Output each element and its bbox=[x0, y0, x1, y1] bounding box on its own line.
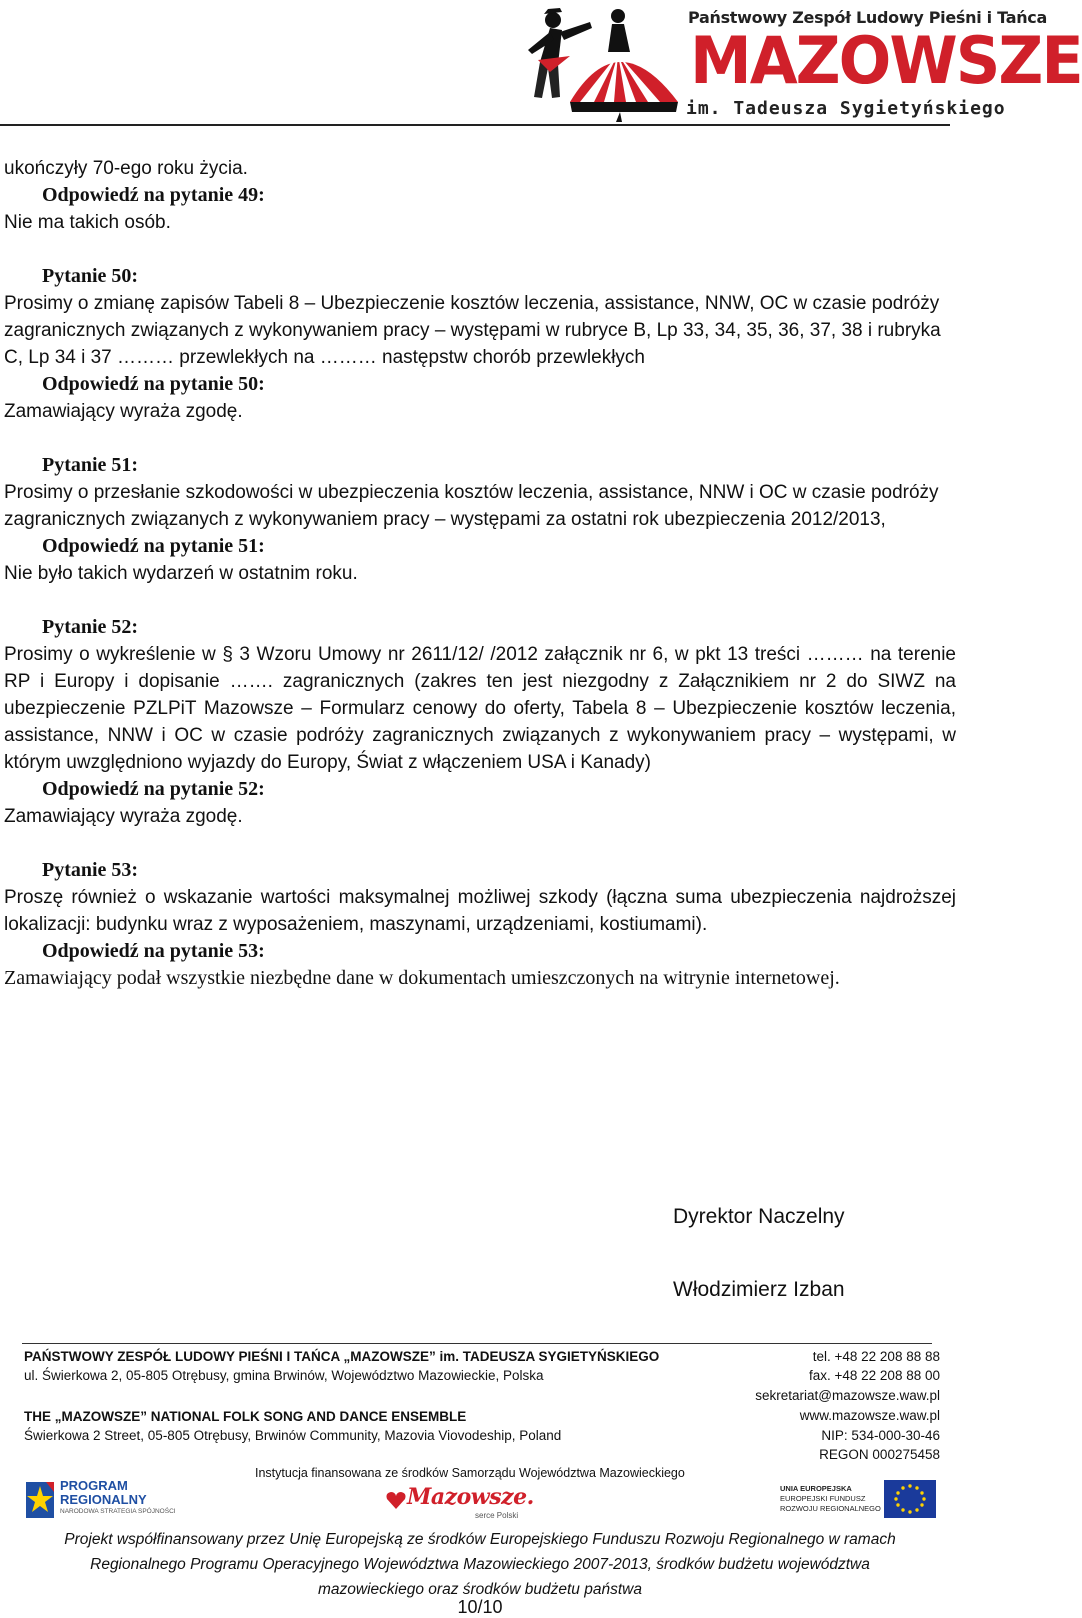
answer-49-title: Odpowiedź na pytanie 49: bbox=[42, 184, 265, 206]
eu-line-3: ROZWOJU REGIONALNEGO bbox=[780, 1504, 881, 1513]
question-50-title: Pytanie 50: bbox=[42, 265, 139, 287]
question-51-text: Prosimy o przesłanie szkodowości w ubezpieczenia kosztów leczenia, assistance, NNW i OC w czasie podróży zagranicznych związanych z wykonywaniem pracy – występami za ostatni rok ubezpieczenia 2012/2013, bbox=[4, 482, 939, 530]
logo-sub-text: im. Tadeusza Sygietyńskiego bbox=[686, 98, 1006, 119]
document-body bbox=[4, 155, 956, 992]
footer-pl-name: PAŃSTWOWY ZESPÓŁ LUDOWY PIEŚNI I TAŃCA „MAZOWSZE” im. TADEUSZA SYGIETYŃSKIEGO bbox=[24, 1349, 660, 1364]
eu-flag-icon bbox=[884, 1480, 936, 1518]
mazowsze-logo bbox=[510, 2, 1082, 124]
body-line: ukończyły 70-ego roku życia. bbox=[4, 158, 248, 179]
signature-role: Dyrektor Naczelny bbox=[673, 1205, 845, 1228]
answer-52-title: Odpowiedź na pytanie 52: bbox=[42, 778, 265, 800]
footer-divider bbox=[22, 1343, 932, 1344]
question-52-title: Pytanie 52: bbox=[42, 616, 139, 638]
mazowsze-serce-polski-logo bbox=[385, 1484, 535, 1524]
answer-50-title: Odpowiedź na pytanie 50: bbox=[42, 373, 265, 395]
cofinance-line-3: mazowieckiego oraz środków budżetu państwa bbox=[318, 1581, 642, 1598]
eu-line-1: UNIA EUROPEJSKA bbox=[780, 1484, 852, 1493]
question-53-text: Proszę również o wskazanie wartości maksymalnej możliwej szkody (łączna suma ubezpieczenia najdroższej lokalizacji: budynku wraz z wyposażeniem, maszynami, urządzeniami, kostiumami). bbox=[4, 887, 956, 935]
mazowsze-tagline: serce Polski bbox=[475, 1511, 519, 1520]
answer-51-title: Odpowiedź na pytanie 51: bbox=[42, 535, 265, 557]
cofinance-line-1: Projekt współfinansowany przez Unię Europejską ze środków Europejskiego Funduszu Rozwoju Regionalnego w ramach bbox=[64, 1531, 896, 1548]
page-number: 10/10 bbox=[457, 1597, 503, 1617]
signature-name: Włodzimierz Izban bbox=[673, 1278, 845, 1301]
program-line-2: REGIONALNY bbox=[60, 1492, 147, 1507]
dancers-logo-icon bbox=[510, 2, 690, 124]
program-regionalny-logo bbox=[24, 1476, 174, 1524]
program-star-icon bbox=[24, 1478, 58, 1522]
answer-49-text: Nie ma takich osób. bbox=[4, 212, 171, 233]
program-line-3: NARODOWA STRATEGIA SPÓJNOŚCI bbox=[60, 1508, 176, 1515]
question-50-text: Prosimy o zmianę zapisów Tabeli 8 – Ubezpieczenie kosztów leczenia, assistance, NNW, OC w czasie podróży zagranicznych związanych z wykonywaniem pracy – występami w rubryce B, Lp 33, 34, 35, 36, 37, 38 i rubryka C, Lp 34 i 37 ……… przewlekłych na ……… następstw chorób przewlekłych bbox=[4, 293, 941, 368]
logo-main-text: MAZOWSZE bbox=[690, 22, 1082, 99]
eu-logo bbox=[780, 1478, 940, 1522]
mazowsze-brand-text: Mazowsze. bbox=[407, 1484, 534, 1510]
footer-en-name: THE „MAZOWSZE” NATIONAL FOLK SONG AND DANCE ENSEMBLE bbox=[24, 1409, 467, 1424]
page-header bbox=[0, 0, 1082, 130]
footer-pl-address: ul. Świerkowa 2, 05-805 Otrębusy, gmina Brwinów, Województwo Mazowieckie, Polska bbox=[24, 1368, 544, 1383]
footer-fax: fax. +48 22 208 88 00 bbox=[809, 1368, 940, 1383]
cofinance-line-2: Regionalnego Programu Operacyjnego Województwa Mazowieckiego 2007-2013, środków budżetu województwa bbox=[90, 1556, 870, 1573]
question-51-title: Pytanie 51: bbox=[42, 454, 139, 476]
footer-en-address: Świerkowa 2 Street, 05-805 Otrębusy, Brwinów Community, Mazovia Viovodeship, Poland bbox=[24, 1428, 562, 1443]
heart-icon bbox=[385, 1490, 407, 1510]
footer-regon: REGON 000275458 bbox=[819, 1447, 940, 1462]
question-53-title: Pytanie 53: bbox=[42, 859, 139, 881]
answer-52-text: Zamawiający wyraża zgodę. bbox=[4, 806, 243, 827]
question-52-text: Prosimy o wykreślenie w § 3 Wzoru Umowy nr 2611/12/ /2012 załącznik nr 6, w pkt 13 treści ……… na terenie RP i Europy i dopisanie ……. zagranicznych (zakres ten jest niezgodny z Załącznikiem nr 2 do SIWZ na ubezpieczenie PZLPiT Mazowsze – Formularz cenowy do oferty, Tabela 8 – Ubezpieczenie kosztów leczenia, assistance, NNW i OC w czasie podróży zagranicznych związanych z wykonywaniem pracy – występami, w którym uwzględniono wyjazdy do Europy, Świat z włączeniem USA i Kanady) bbox=[4, 644, 956, 773]
answer-50-text: Zamawiający wyraża zgodę. bbox=[4, 401, 243, 422]
logo-top-text: Państwowy Zespół Ludowy Pieśni i Tańca bbox=[688, 8, 1047, 27]
eu-line-2: EUROPEJSKI FUNDUSZ bbox=[780, 1494, 866, 1503]
footer-website[interactable]: www.mazowsze.waw.pl bbox=[799, 1408, 940, 1423]
footer-email[interactable]: sekretariat@mazowsze.waw.pl bbox=[755, 1388, 940, 1403]
footer-institution: Instytucja finansowana ze środków Samorządu Województwa Mazowieckiego bbox=[255, 1466, 685, 1480]
footer-nip: NIP: 534-000-30-46 bbox=[821, 1428, 940, 1443]
program-line-1: PROGRAM bbox=[60, 1478, 128, 1493]
footer-tel: tel. +48 22 208 88 88 bbox=[812, 1349, 940, 1364]
answer-53-text: Zamawiający podał wszystkie niezbędne dane w dokumentach umieszczonych na witrynie internetowej. bbox=[4, 967, 840, 989]
header-divider bbox=[0, 124, 950, 126]
answer-51-text: Nie było takich wydarzeń w ostatnim roku. bbox=[4, 563, 358, 584]
answer-53-title: Odpowiedź na pytanie 53: bbox=[42, 940, 265, 962]
